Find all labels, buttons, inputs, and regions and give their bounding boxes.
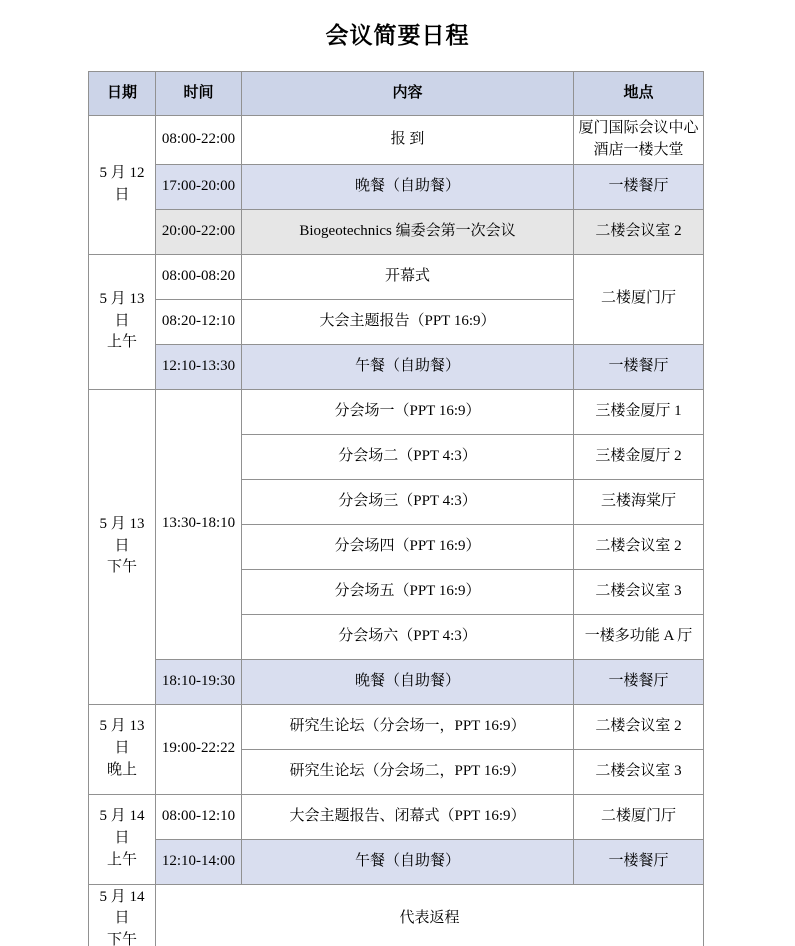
content-cell: 午餐（自助餐） (242, 839, 574, 884)
location-cell: 一楼多功能 A 厅 (574, 614, 704, 659)
location-cell: 厦门国际会议中心酒店一楼大堂 (574, 116, 704, 165)
date-line: 5 月 13 日 (99, 515, 145, 554)
location-cell: 二楼会议室 2 (574, 209, 704, 254)
time-cell: 08:20-12:10 (156, 299, 242, 344)
location-cell: 三楼金厦厅 1 (574, 389, 704, 434)
content-cell: 分会场三（PPT 4:3） (242, 479, 574, 524)
table-row (89, 704, 704, 749)
date-cell (89, 389, 156, 704)
time-cell: 08:00-08:20 (156, 254, 242, 299)
location-cell: 二楼会议室 2 (574, 524, 704, 569)
time-cell: 18:10-19:30 (156, 659, 242, 704)
table-row (89, 344, 704, 389)
content-cell: 分会场二（PPT 4:3） (242, 434, 574, 479)
content-cell: 开幕式 (242, 254, 574, 299)
date-cell (89, 794, 156, 884)
content-cell: 分会场五（PPT 16:9） (242, 569, 574, 614)
date-cell (89, 254, 156, 389)
column-header-content: 内容 (242, 72, 574, 116)
header-row (89, 72, 704, 116)
content-cell: 晚餐（自助餐） (242, 164, 574, 209)
location-cell: 一楼餐厅 (574, 659, 704, 704)
content-cell: 午餐（自助餐） (242, 344, 574, 389)
table-row (89, 794, 704, 839)
date-line: 5 月 14 日 (99, 888, 145, 927)
column-header-location: 地点 (574, 72, 704, 116)
time-cell: 12:10-13:30 (156, 344, 242, 389)
time-cell: 12:10-14:00 (156, 839, 242, 884)
table-row (89, 209, 704, 254)
content-cell: 代表返程 (156, 884, 704, 946)
time-cell: 08:00-12:10 (156, 794, 242, 839)
time-cell: 13:30-18:10 (156, 389, 242, 659)
date-cell (89, 704, 156, 794)
date-line: 上午 (106, 851, 137, 868)
location-cell: 一楼餐厅 (574, 839, 704, 884)
date-line: 上午 (106, 334, 137, 351)
location-cell: 一楼餐厅 (574, 164, 704, 209)
column-header-date: 日期 (89, 72, 156, 116)
content-cell: 大会主题报告、闭幕式（PPT 16:9） (242, 794, 574, 839)
content-cell: 分会场一（PPT 16:9） (242, 389, 574, 434)
time-cell: 08:00-22:00 (156, 116, 242, 165)
date-cell (89, 884, 156, 946)
date-line: 下午 (106, 559, 137, 576)
content-cell: 研究生论坛（分会场二，PPT 16:9） (242, 749, 574, 794)
table-row (89, 164, 704, 209)
content-cell: 大会主题报告（PPT 16:9） (242, 299, 574, 344)
location-cell: 二楼会议室 2 (574, 704, 704, 749)
date-line: 5 月 13 日 (99, 290, 145, 329)
page-title: 会议简要日程 (325, 23, 470, 48)
table-row (89, 884, 704, 946)
column-header-time: 时间 (156, 72, 242, 116)
date-line: 5 月 14 日 (99, 808, 145, 847)
time-cell: 20:00-22:00 (156, 209, 242, 254)
table-row (89, 659, 704, 704)
time-cell: 17:00-20:00 (156, 164, 242, 209)
date-cell (89, 116, 156, 255)
content-cell: 晚餐（自助餐） (242, 659, 574, 704)
content-cell: 分会场四（PPT 16:9） (242, 524, 574, 569)
date-line: 5 月 13 日 (99, 718, 145, 757)
date-line: 下午 (106, 932, 137, 946)
location-cell: 三楼金厦厅 2 (574, 434, 704, 479)
location-cell: 二楼会议室 3 (574, 569, 704, 614)
content-cell: 报 到 (242, 116, 574, 165)
location-cell: 二楼厦门厅 (574, 794, 704, 839)
table-row (89, 116, 704, 165)
location-cell: 二楼厦门厅 (574, 254, 704, 344)
table-row (89, 389, 704, 434)
time-cell: 19:00-22:22 (156, 704, 242, 794)
date-line: 晚上 (106, 761, 137, 778)
schedule-table (88, 71, 704, 946)
content-cell: 分会场六（PPT 4:3） (242, 614, 574, 659)
date-line: 5 月 12 日 (99, 165, 145, 203)
table-row (89, 254, 704, 299)
location-cell: 二楼会议室 3 (574, 749, 704, 794)
content-cell: Biogeotechnics 编委会第一次会议 (242, 209, 574, 254)
content-cell: 研究生论坛（分会场一，PPT 16:9） (242, 704, 574, 749)
table-row (89, 839, 704, 884)
location-cell: 一楼餐厅 (574, 344, 704, 389)
location-cell: 三楼海棠厅 (574, 479, 704, 524)
